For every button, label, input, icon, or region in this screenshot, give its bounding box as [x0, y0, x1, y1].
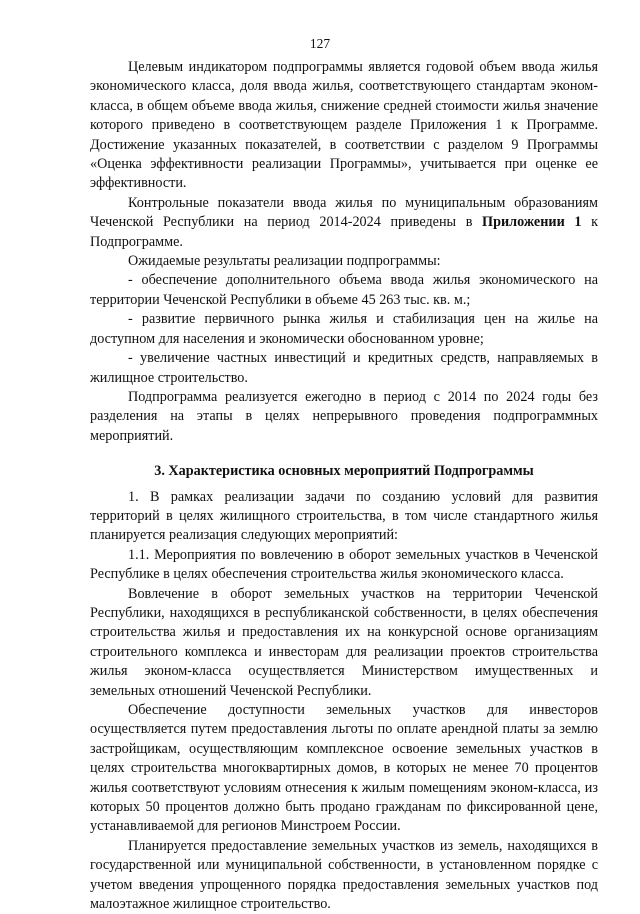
section-paragraph: Обеспечение доступности земельных участков для инвесторов осуществляется путем предоставления льготы по оплате арендной платы за землю застройщикам, осуществляющим комплексное освоение земельных участков в целях строительства многоквартирных домов, в которых не менее 70 процентов жилья соответствуют условиям отнесения к жилым помещениям эконом-класса, из которых 50 процентов должно быть продано гражданам по фиксированной цене, устанавливаемой для регионов Минстроем России. — [90, 702, 598, 835]
document-body — [90, 58, 598, 914]
spacer — [90, 446, 598, 462]
section-paragraph: 1. В рамках реализации задачи по созданию условий для развития территорий в целях жилищного строительства, в том числе стандартного жилья планируется реализация следующих мероприятий: — [90, 488, 598, 544]
section-paragraph: Планируется предоставление земельных участков из земель, находящихся в государственной или муниципальной собственности, в установленном порядке с учетом введения упрощенного порядка предоставления земельных участков под малоэтажное жилищное строительство. — [90, 837, 598, 913]
paragraph-control-indicators — [90, 194, 598, 252]
section-paragraph: 1.1. Мероприятия по вовлечению в оборот земельных участков в Чеченской Республике в целях обеспечения строительства жилья экономического класса. — [90, 546, 598, 583]
paragraph-target-indicator: Целевым индикатором подпрограммы является годовой объем ввода жилья экономического класса, доля ввода жилья, соответствующего стандартам эконом-класса, в общем объеме ввода жилья, снижение средней стоимости жилья значение которого приведено в соответствующем разделе Приложения 1 к Программе. Достижение указанных показателей, в соответствии с разделом 9 Программы «Оценка эффективности реализации Программы», учитывается при оценке ее эффективности. — [90, 59, 598, 192]
expected-results-intro: Ожидаемые результаты реализации подпрограммы: — [128, 253, 441, 270]
page-number: 127 — [309, 36, 331, 51]
control-indicators-tail: к Подпрограмме. — [90, 214, 598, 250]
paragraph-implementation-period: Подпрограмма реализуется ежегодно в период с 2014 по 2024 годы без разделения на этапы в целях непрерывного проведения подпрограммных мероприятий. — [90, 388, 598, 444]
appendix-reference: Приложении 1 — [482, 214, 582, 231]
expected-result-item: - обеспечение дополнительного объема ввода жилья экономического на территории Чеченской Республики в объеме 45 263 тыс. кв. м.; — [90, 272, 598, 308]
section-title: 3. Характеристика основных мероприятий Подпрограммы — [154, 463, 534, 480]
section-paragraph: Вовлечение в оборот земельных участков на территории Чеченской Республики, находящихся в республиканской собственности, в целях обеспечения строительства жилья и предоставления их на конкурсной основе организациям строительного комплекса и инвесторам для реализации проектов строительства жилья эконом-класса осуществляется Министерством имущественных и земельных отношений Чеченской Республики. — [90, 585, 598, 699]
control-indicators-text: Контрольные показатели ввода жилья по муниципальным образованиям Чеченской Республики на период 2014-2024 приведены в — [90, 194, 598, 231]
expected-result-item: - развитие первичного рынка жилья и стабилизация цен на жилье на доступном для населения и экономически обоснованном уровне; — [90, 311, 598, 347]
expected-result-item: - увеличение частных инвестиций и кредитных средств, направляемых в жилищное строительство. — [90, 350, 598, 386]
